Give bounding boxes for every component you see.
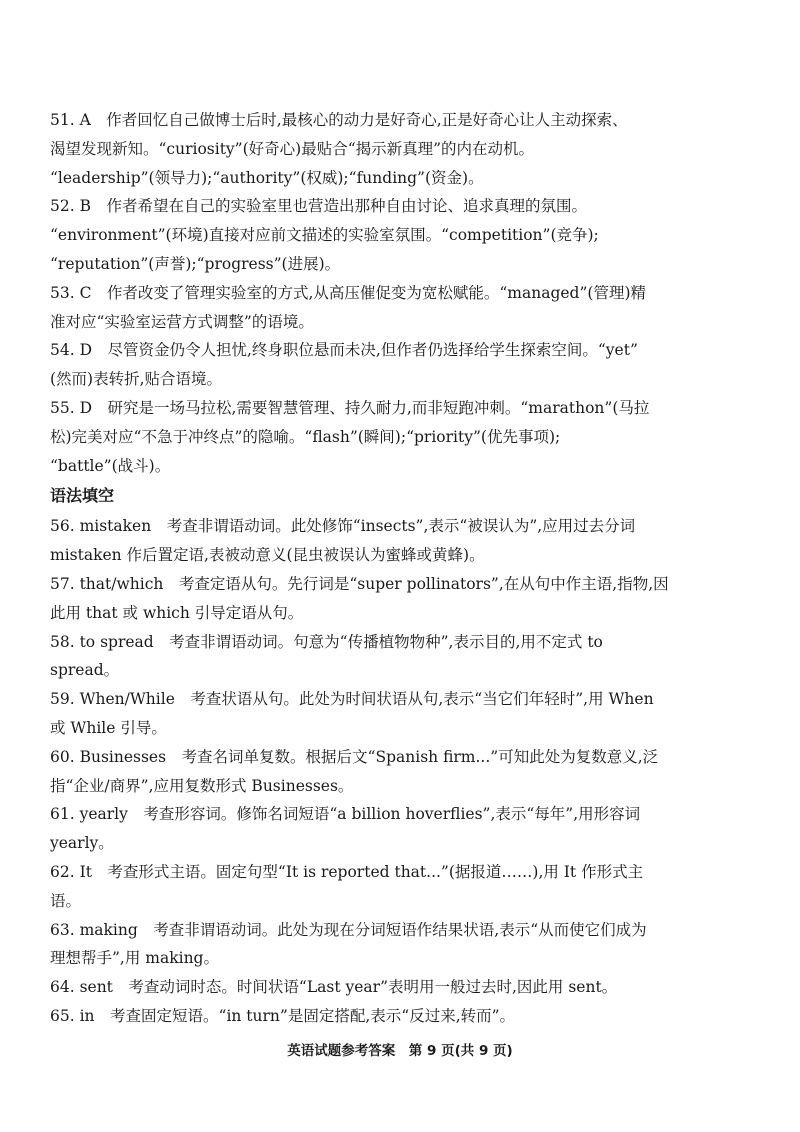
answer-line: yearly。: [50, 834, 114, 853]
answer-line: 51. A 作者回忆自己做博士后时,最核心的动力是好奇心,正是好奇心让人主动探索、: [50, 111, 628, 129]
section-title-grammar: 语法填空: [50, 486, 115, 506]
answer-55: [50, 394, 760, 480]
answer-61: [50, 800, 760, 858]
answer-62: [50, 858, 760, 916]
answer-59: [50, 685, 760, 743]
page-footer: 英语试题参考答案 第 9 页(共 9 页): [287, 1043, 513, 1059]
answer-line: 62. It 考查形式主语。固定句型“It is reported that...”(据报道……),用 It 作形式主: [50, 862, 644, 881]
answer-line: 渴望发现新知。“curiosity”(好奇心)最贴合“揭示新真理”的内在动机。: [50, 139, 535, 158]
answer-line: 64. sent 考查动词时态。时间状语“Last year”表明用一般过去时,因此用 sent。: [50, 978, 618, 997]
answer-54: [50, 336, 760, 394]
answer-line: 65. in 考查固定短语。“in turn”是固定搭配,表示“反过来,转而”。: [50, 1006, 516, 1025]
answer-64: [50, 973, 760, 1002]
answer-51: [50, 106, 760, 192]
answer-line: 53. C 作者改变了管理实验室的方式,从高压催促变为宽松赋能。“managed”(管理)精: [50, 283, 646, 302]
answer-56: [50, 512, 760, 570]
answer-line: 指“企业/商界”,应用复数形式 Businesses。: [50, 776, 354, 795]
answer-line: 59. When/While 考查状语从句。此处为时间状语从句,表示“当它们年轻时”,用 When: [50, 690, 654, 709]
answer-58: [50, 628, 760, 686]
answer-line: 60. Businesses 考查名词单复数。根据后文“Spanish firm...”可知此处为复数意义,泛: [50, 747, 659, 766]
answer-line: 语。: [50, 891, 82, 910]
reading-answers: [50, 106, 760, 480]
answer-line: 58. to spread 考查非谓语动词。句意为“传播植物物种”,表示目的,用不定式 to: [50, 632, 603, 651]
answer-63: [50, 916, 760, 974]
answer-line: “environment”(环境)直接对应前文描述的实验室氛围。“competition”(竞争);: [50, 226, 599, 245]
answer-line: “leadership”(领导力);“authority”(权威);“funding”(资金)。: [50, 168, 484, 187]
answer-60: [50, 743, 760, 801]
answer-line: 52. B 作者希望在自己的实验室里也营造出那种自由讨论、追求真理的氛围。: [50, 197, 587, 216]
answer-line: 61. yearly 考查形容词。修饰名词短语“a billion hoverflies”,表示“每年”,用形容词: [50, 805, 641, 824]
answer-57: [50, 570, 760, 628]
answer-line: 或 While 引导。: [50, 718, 167, 737]
answer-line: spread。: [50, 661, 120, 680]
answer-line: 57. that/which 考查定语从句。先行词是“super pollinators”,在从句中作主语,指物,因: [50, 574, 669, 593]
answer-line: 63. making 考查非谓语动词。此处为现在分词短语作结果状语,表示“从而使它们成为: [50, 920, 647, 939]
grammar-answers: [50, 512, 760, 1030]
answer-line: “battle”(战斗)。: [50, 456, 171, 475]
answer-line: 55. D 研究是一场马拉松,需要智慧管理、持久耐力,而非短跑冲刺。“marathon”(马拉: [50, 398, 650, 417]
answer-line: mistaken 作后置定语,表被动意义(昆虫被误认为蜜蜂或黄蜂)。: [50, 546, 485, 565]
answer-line: (然而)表转折,贴合语境。: [50, 370, 223, 389]
answer-line: 准对应“实验室运营方式调整”的语境。: [50, 312, 314, 331]
answer-53: [50, 279, 760, 337]
answer-line: 松)完美对应“不急于冲终点”的隐喻。“flash”(瞬间);“priority”(优先事项);: [50, 427, 561, 446]
answer-line: 理想帮手”,用 making。: [50, 949, 219, 968]
answer-line: 此用 that 或 which 引导定语从句。: [50, 603, 304, 622]
answer-content: [50, 106, 760, 1031]
answer-line: 56. mistaken 考查非谓语动词。此处修饰“insects”,表示“被误认为”,应用过去分词: [50, 517, 636, 536]
answer-65: [50, 1002, 760, 1031]
answer-line: “reputation”(声誉);“progress”(进展)。: [50, 254, 341, 273]
answer-line: 54. D 尽管资金仍令人担忧,终身职位悬而未决,但作者仍选择给学生探索空间。“yet”: [50, 341, 638, 360]
answer-52: [50, 192, 760, 278]
